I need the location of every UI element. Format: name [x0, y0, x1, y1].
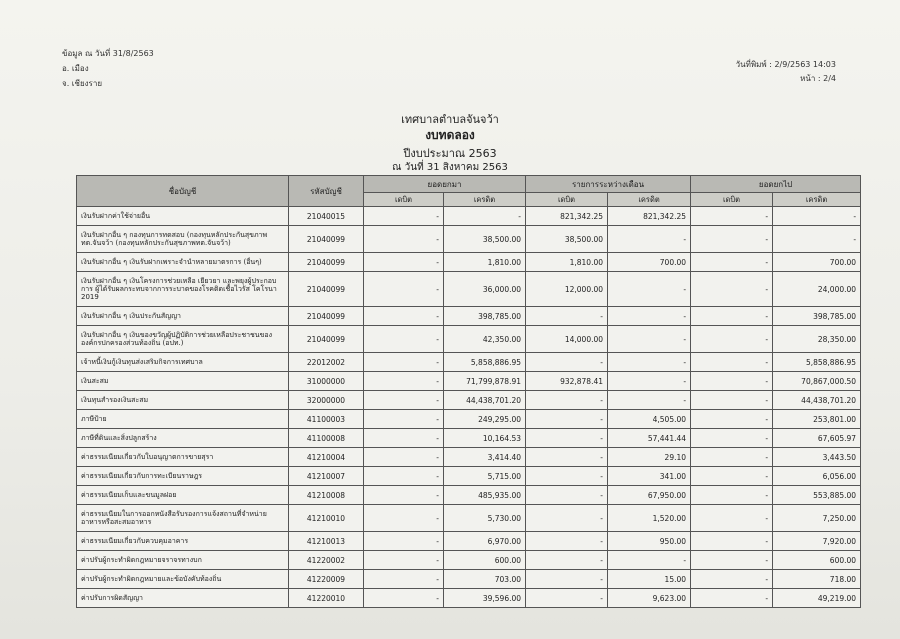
account-code: 21040015 [289, 207, 364, 226]
opening-credit: 600.00 [444, 551, 526, 570]
during-credit: - [608, 307, 691, 326]
col-during-debit: เดบิต [526, 193, 608, 207]
account-code: 22012002 [289, 353, 364, 372]
account-code: 41220009 [289, 570, 364, 589]
opening-credit: - [444, 207, 526, 226]
account-name: ค่าปรับผู้กระทำผิดกฎหมายจราจรทางบก [77, 551, 289, 570]
as-of-date: ณ วันที่ 31 สิงหาคม 2563 [392, 162, 508, 173]
opening-debit: - [364, 448, 444, 467]
account-name: ค่าธรรมเนียมเกี่ยวกับควบคุมอาคาร [77, 532, 289, 551]
during-credit: 821,342.25 [608, 207, 691, 226]
closing-debit: - [691, 391, 773, 410]
table-row [77, 429, 861, 448]
table-row [77, 326, 861, 353]
during-debit: - [526, 589, 608, 608]
account-code: 21040099 [289, 307, 364, 326]
closing-debit: - [691, 207, 773, 226]
table-row [77, 372, 861, 391]
account-name: ภาษีที่ดินและสิ่งปลูกสร้าง [77, 429, 289, 448]
during-credit: 341.00 [608, 467, 691, 486]
closing-debit: - [691, 570, 773, 589]
during-credit: 15.00 [608, 570, 691, 589]
account-code: 41210008 [289, 486, 364, 505]
account-code: 21040099 [289, 272, 364, 307]
during-debit: - [526, 551, 608, 570]
opening-debit: - [364, 326, 444, 353]
during-debit: 821,342.25 [526, 207, 608, 226]
account-name: เงินรับฝากอื่น ๆ เงินของขวัญผู้ปฏิบัติการช่วยเหลือประชาชนขององค์กรปกครองส่วนท้องถิ่น (อปท.) [77, 326, 289, 353]
opening-debit: - [364, 226, 444, 253]
closing-debit: - [691, 253, 773, 272]
account-name: เงินรับฝากอื่น ๆ เงินโครงการช่วยเหลือ เยียวยา และพยุงผู้ประกอบการ ผู้ได้รับผลกระทบจากการระบาดของโรคติดเชื้อไวรัส โคโรนา 2019 [77, 272, 289, 307]
closing-debit: - [691, 505, 773, 532]
account-code: 41210004 [289, 448, 364, 467]
col-account: ชื่อบัญชี [77, 176, 289, 207]
closing-debit: - [691, 429, 773, 448]
table-row [77, 307, 861, 326]
page-number: หน้า : 2/4 [800, 74, 836, 83]
opening-debit: - [364, 272, 444, 307]
closing-credit: 49,219.00 [773, 589, 861, 608]
account-code: 32000000 [289, 391, 364, 410]
during-debit: - [526, 486, 608, 505]
opening-credit: 249,295.00 [444, 410, 526, 429]
table-row [77, 505, 861, 532]
table-row [77, 353, 861, 372]
during-credit: - [608, 353, 691, 372]
closing-credit: 28,350.00 [773, 326, 861, 353]
province: จ. เชียงราย [62, 79, 103, 88]
col-during: รายการระหว่างเดือน [526, 176, 691, 193]
opening-debit: - [364, 570, 444, 589]
during-credit: 1,520.00 [608, 505, 691, 532]
fiscal-year: ปีงบประมาณ 2563 [403, 147, 497, 160]
account-code: 21040099 [289, 226, 364, 253]
table-row [77, 391, 861, 410]
closing-debit: - [691, 589, 773, 608]
closing-credit: 6,056.00 [773, 467, 861, 486]
opening-credit: 71,799,878.91 [444, 372, 526, 391]
account-name: ค่าปรับการผิดสัญญา [77, 589, 289, 608]
data-date: ข้อมูล ณ วันที่ 31/8/2563 [62, 49, 154, 58]
opening-credit: 3,414.40 [444, 448, 526, 467]
closing-credit: 700.00 [773, 253, 861, 272]
during-credit: - [608, 226, 691, 253]
during-debit: - [526, 391, 608, 410]
closing-debit: - [691, 307, 773, 326]
header-row [77, 176, 861, 193]
during-credit: - [608, 326, 691, 353]
col-opening-debit: เดบิต [364, 193, 444, 207]
account-code: 41210013 [289, 532, 364, 551]
account-name: เงินรับฝากค่าใช้จ่ายอื่น [77, 207, 289, 226]
opening-debit: - [364, 372, 444, 391]
during-debit: - [526, 532, 608, 551]
opening-debit: - [364, 467, 444, 486]
opening-credit: 10,164.53 [444, 429, 526, 448]
opening-credit: 485,935.00 [444, 486, 526, 505]
col-closing: ยอดยกไป [691, 176, 861, 193]
account-code: 41220002 [289, 551, 364, 570]
table-row [77, 532, 861, 551]
account-code: 21040099 [289, 326, 364, 353]
col-closing-credit: เครดิต [773, 193, 861, 207]
during-debit: - [526, 505, 608, 532]
table-row [77, 253, 861, 272]
table-body [77, 207, 861, 608]
during-debit: - [526, 353, 608, 372]
opening-credit: 38,500.00 [444, 226, 526, 253]
during-debit: - [526, 307, 608, 326]
account-code: 41210010 [289, 505, 364, 532]
closing-debit: - [691, 532, 773, 551]
col-code: รหัสบัญชี [289, 176, 364, 207]
table-row [77, 551, 861, 570]
account-code: 41220010 [289, 589, 364, 608]
opening-credit: 5,858,886.95 [444, 353, 526, 372]
account-name: เงินสะสม [77, 372, 289, 391]
closing-debit: - [691, 326, 773, 353]
print-date: วันที่พิมพ์ : 2/9/2563 14:03 [735, 60, 836, 69]
account-code: 21040099 [289, 253, 364, 272]
closing-credit: 600.00 [773, 551, 861, 570]
closing-credit: 5,858,886.95 [773, 353, 861, 372]
during-debit: 12,000.00 [526, 272, 608, 307]
account-name: ค่าธรรมเนียมในการออกหนังสือรับรองการแจ้งสถานที่จำหน่ายอาหารหรือสะสมอาหาร [77, 505, 289, 532]
opening-credit: 5,730.00 [444, 505, 526, 532]
col-during-credit: เครดิต [608, 193, 691, 207]
closing-credit: 44,438,701.20 [773, 391, 861, 410]
closing-debit: - [691, 372, 773, 391]
closing-credit: 718.00 [773, 570, 861, 589]
opening-credit: 703.00 [444, 570, 526, 589]
closing-debit: - [691, 226, 773, 253]
org-name: เทศบาลตำบลจันจว้า [401, 113, 499, 126]
opening-debit: - [364, 589, 444, 608]
col-closing-debit: เดบิต [691, 193, 773, 207]
opening-debit: - [364, 253, 444, 272]
closing-credit: - [773, 207, 861, 226]
during-credit: 950.00 [608, 532, 691, 551]
table-row [77, 589, 861, 608]
account-name: ค่าปรับผู้กระทำผิดกฎหมายและข้อบังคับท้องถิ่น [77, 570, 289, 589]
opening-credit: 42,350.00 [444, 326, 526, 353]
opening-credit: 39,596.00 [444, 589, 526, 608]
during-credit: 57,441.44 [608, 429, 691, 448]
table-row [77, 486, 861, 505]
opening-debit: - [364, 391, 444, 410]
opening-debit: - [364, 307, 444, 326]
during-debit: 1,810.00 [526, 253, 608, 272]
during-credit: 4,505.00 [608, 410, 691, 429]
closing-credit: 3,443.50 [773, 448, 861, 467]
table-row [77, 410, 861, 429]
opening-credit: 6,970.00 [444, 532, 526, 551]
col-opening-credit: เครดิต [444, 193, 526, 207]
during-credit: - [608, 391, 691, 410]
opening-credit: 398,785.00 [444, 307, 526, 326]
during-debit: 38,500.00 [526, 226, 608, 253]
table-row [77, 272, 861, 307]
report-meta-left [62, 46, 154, 91]
closing-credit: 7,920.00 [773, 532, 861, 551]
account-name: เงินรับฝากอื่น ๆ เงินประกันสัญญา [77, 307, 289, 326]
during-debit: - [526, 448, 608, 467]
opening-credit: 1,810.00 [444, 253, 526, 272]
closing-credit: 253,801.00 [773, 410, 861, 429]
closing-credit: 398,785.00 [773, 307, 861, 326]
during-debit: - [526, 410, 608, 429]
during-debit: - [526, 570, 608, 589]
account-name: ค่าธรรมเนียมเกี่ยวกับการทะเบียนราษฎร [77, 467, 289, 486]
opening-credit: 44,438,701.20 [444, 391, 526, 410]
opening-debit: - [364, 486, 444, 505]
opening-debit: - [364, 551, 444, 570]
report-title: งบทดลอง [425, 128, 475, 142]
opening-debit: - [364, 207, 444, 226]
during-credit: 700.00 [608, 253, 691, 272]
table-row [77, 448, 861, 467]
account-code: 41210007 [289, 467, 364, 486]
account-code: 41100003 [289, 410, 364, 429]
table-row [77, 207, 861, 226]
closing-debit: - [691, 410, 773, 429]
opening-debit: - [364, 429, 444, 448]
account-name: เงินรับฝากอื่น ๆ กองทุนการทดสอบ (กองทุนหลักประกันสุขภาพ ทต.จันจว้า (กองทุนหลักประกันสุขภาพทต.จันจว้า) [77, 226, 289, 253]
account-code: 31000000 [289, 372, 364, 391]
account-name: เจ้าหนี้เงินกู้เงินทุนส่งเสริมกิจการเทศบาล [77, 353, 289, 372]
table-row [77, 570, 861, 589]
account-name: ค่าธรรมเนียมเก็บและขนมูลฝอย [77, 486, 289, 505]
opening-debit: - [364, 353, 444, 372]
trial-balance-table [76, 175, 861, 608]
account-name: ภาษีป้าย [77, 410, 289, 429]
closing-debit: - [691, 448, 773, 467]
during-credit: 9,623.00 [608, 589, 691, 608]
during-credit: 67,950.00 [608, 486, 691, 505]
account-code: 41100008 [289, 429, 364, 448]
during-credit: 29.10 [608, 448, 691, 467]
closing-credit: - [773, 226, 861, 253]
closing-credit: 7,250.00 [773, 505, 861, 532]
during-credit: - [608, 551, 691, 570]
opening-debit: - [364, 505, 444, 532]
account-name: เงินทุนสำรองเงินสะสม [77, 391, 289, 410]
closing-credit: 67,605.97 [773, 429, 861, 448]
closing-credit: 24,000.00 [773, 272, 861, 307]
district: อ. เมือง [62, 64, 89, 73]
table-row [77, 467, 861, 486]
opening-credit: 5,715.00 [444, 467, 526, 486]
during-debit: 932,878.41 [526, 372, 608, 391]
closing-debit: - [691, 272, 773, 307]
account-name: เงินรับฝากอื่น ๆ เงินรับฝากเพราะจำนำหลายมาตรการ (อื่นๆ) [77, 253, 289, 272]
closing-debit: - [691, 353, 773, 372]
during-credit: - [608, 372, 691, 391]
account-name: ค่าธรรมเนียมเกี่ยวกับใบอนุญาตการขายสุรา [77, 448, 289, 467]
during-credit: - [608, 272, 691, 307]
closing-debit: - [691, 551, 773, 570]
table-row [77, 226, 861, 253]
during-debit: - [526, 429, 608, 448]
closing-debit: - [691, 486, 773, 505]
closing-credit: 553,885.00 [773, 486, 861, 505]
col-opening: ยอดยกมา [364, 176, 526, 193]
during-debit: - [526, 467, 608, 486]
opening-debit: - [364, 410, 444, 429]
during-debit: 14,000.00 [526, 326, 608, 353]
closing-credit: 70,867,000.50 [773, 372, 861, 391]
closing-debit: - [691, 467, 773, 486]
opening-debit: - [364, 532, 444, 551]
opening-credit: 36,000.00 [444, 272, 526, 307]
report-meta-right [736, 58, 836, 86]
